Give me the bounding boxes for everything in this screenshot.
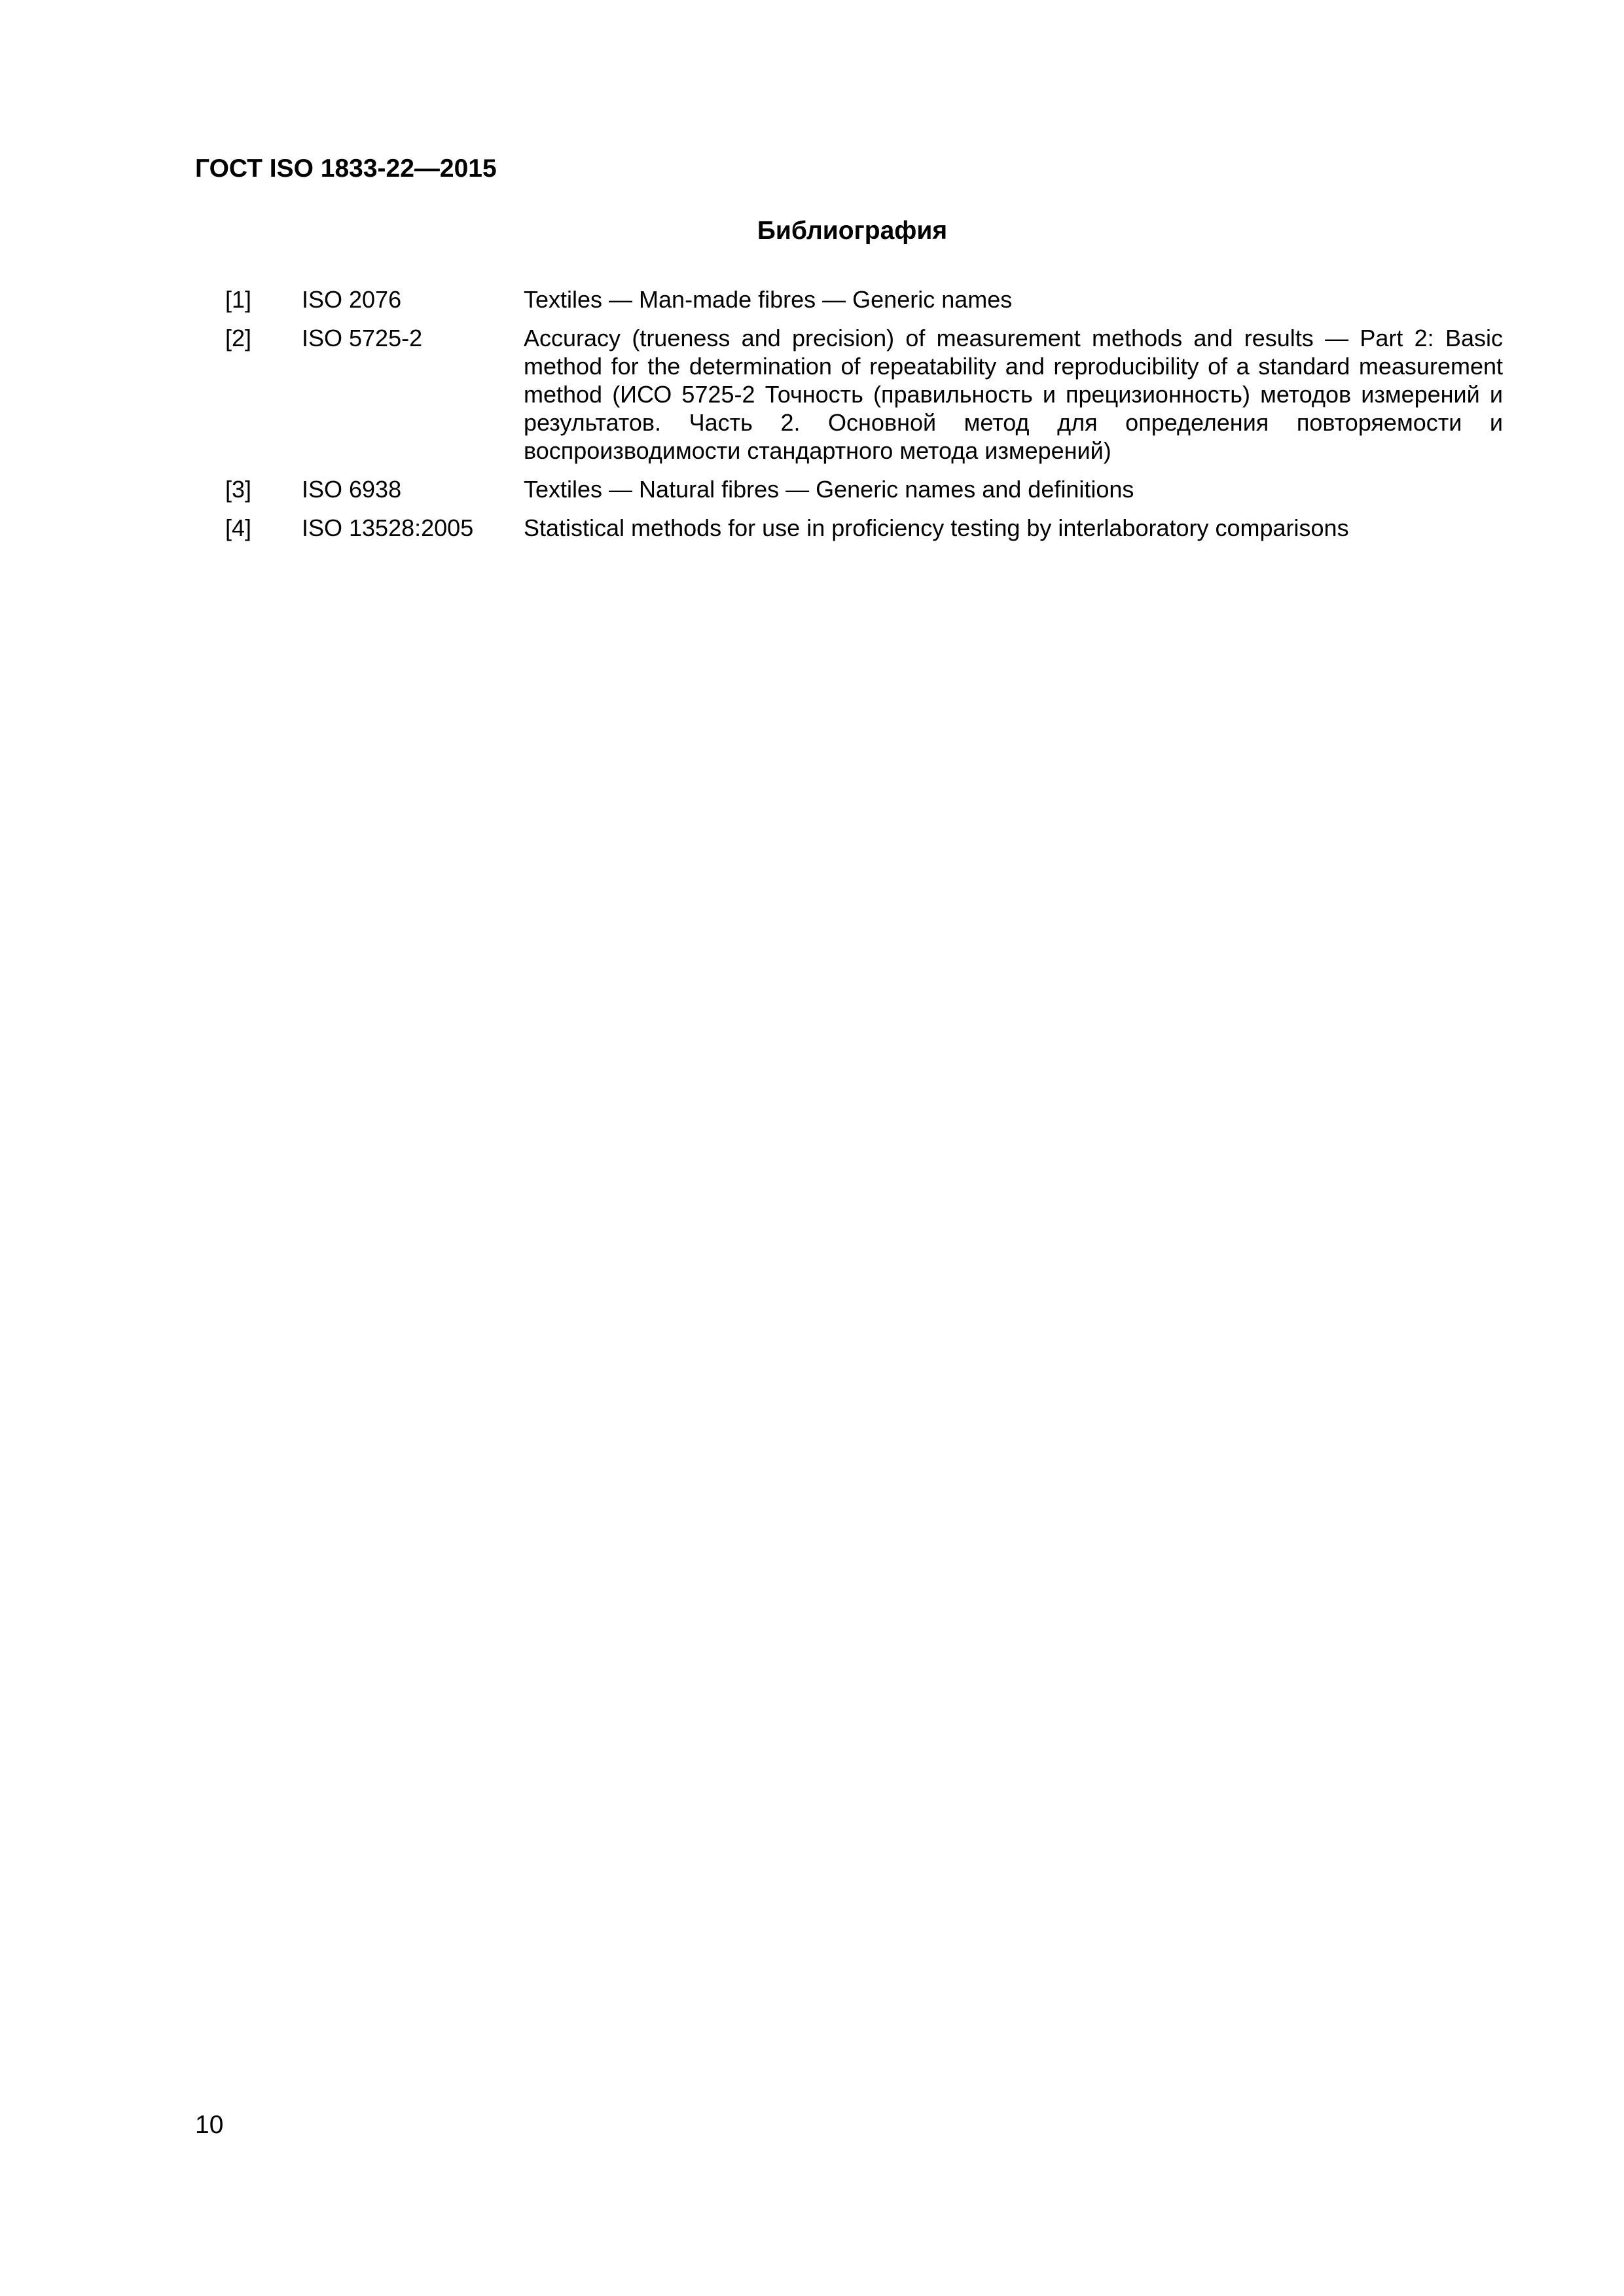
- entry-title: Textiles — Natural fibres — Generic names and definitions: [524, 476, 1134, 503]
- entry-reference: ISO 2076: [302, 286, 402, 313]
- entry-reference: ISO 6938: [302, 476, 402, 503]
- entry-reference: ISO 5725-2: [302, 325, 423, 351]
- entry-title: Textiles — Man-made fibres — Generic names: [524, 286, 1013, 313]
- entry-title: Accuracy (trueness and precision) of measurement methods and results — Part 2: Basic method for the determination of repeatability and reproducibility of a standard measurement method (ИСО 5725-2 Точность (правильность и прецизионность) методов измерений и результатов. Часть 2. Основной метод для определения повторяемости и воспроизводимости стандартного метода измерений): [524, 325, 1503, 464]
- page-number: 10: [195, 2111, 224, 2139]
- bibliography-entry: [225, 475, 1503, 503]
- bibliography-entry: [225, 285, 1503, 314]
- document-code: ГОСТ ISO 1833-22—2015: [195, 154, 497, 183]
- bibliography-list: [225, 285, 1503, 552]
- bibliography-entry: [225, 514, 1503, 542]
- entry-number: [4]: [225, 514, 252, 541]
- entry-number: [2]: [225, 325, 252, 351]
- entry-title: Statistical methods for use in proficiency testing by interlaboratory comparisons: [524, 514, 1349, 541]
- entry-reference: ISO 13528:2005: [302, 514, 474, 541]
- bibliography-entry: [225, 324, 1503, 465]
- section-title: Библиография: [757, 217, 948, 245]
- entry-number: [1]: [225, 286, 252, 313]
- entry-number: [3]: [225, 476, 252, 503]
